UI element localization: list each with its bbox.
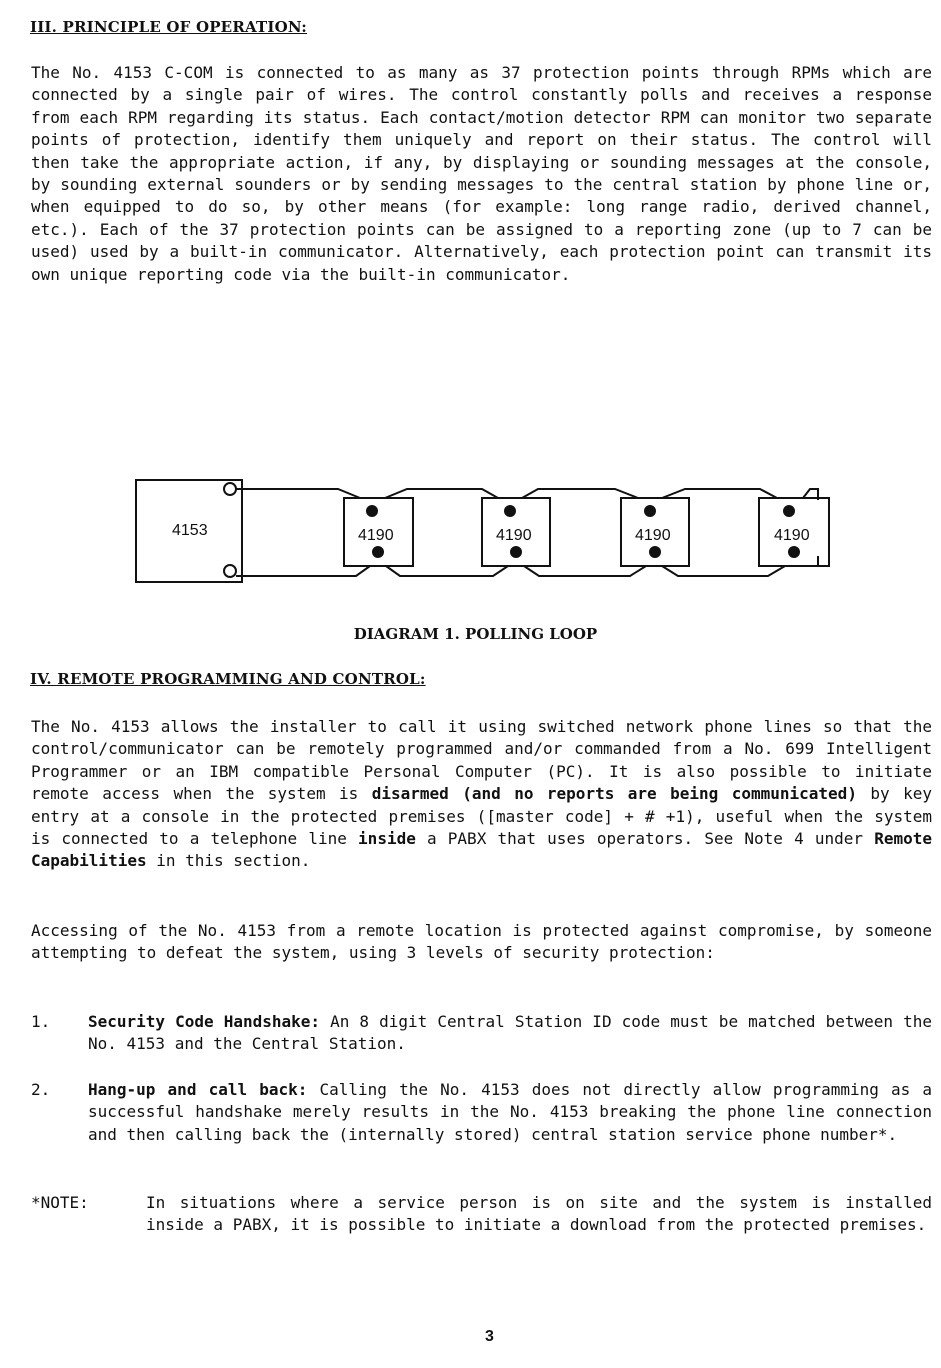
p1-text-c: by key entry at a console in the protected premises ([master code] + # +1), useful when the system is connected to a telephone line [31,784,932,849]
list-item-title: Security Code Handshake: [88,1012,321,1031]
section-3-paragraph: The No. 4153 C-COM is connected to as many as 37 protection points through RPMs which are connected by a single pair of wires. The control constantly polls and receives a response from each RPM regarding its status. Each contact/motion detector RPM can monitor two separate points of protection, identify them uniquely and report on their status. The control will then take the appropriate action, if any, by displaying or sounding messages at the console, by sounding external sounders or by sending messages to the central station by phone line or, when equipped to do so, by other means (for example: long range radio, derived channel, etc.). Each of the 37 protection points can be assigned to a reporting zone (up to 7 can be used) used by a built-in communicator. Alternatively, each protection point can transmit its own unique reporting code via the built-in communicator. [31,63,932,284]
rpm-label-2: 4190 [496,527,532,544]
p1-bold-disarmed: disarmed (and no reports are being communicated) [371,784,857,804]
rpm-4-bottom-terminal [788,546,800,558]
p1-bold-inside: inside [358,829,416,849]
p1-text-a: The No. 4153 allows the installer to call it using switched network phone lines so that the control/communicator can be remotely programmed and/or commanded from a No. 699 Intelligent Programmer or an IBM compatible Personal Computer (PC). It is also possible to initiate remote access when the system is [31,717,932,804]
section-3-heading: III. PRINCIPLE OF OPERATION: [30,18,307,36]
rpm-3-bottom-terminal [649,546,661,558]
note-label: *NOTE: [31,1193,89,1212]
top-terminal [224,483,236,495]
p1-text-e: a PABX that uses operators. See Note 4 under [415,829,875,849]
polling-loop-diagram [0,470,941,600]
rpm-label-1: 4190 [358,527,394,544]
section-4-paragraph-1 [31,716,932,873]
rpm-4-top-terminal [783,505,795,517]
rpm-2-bottom-terminal [510,546,522,558]
note-text: In situations where a service person is on site and the system is installed inside a PABX, it is possible to initiate a download from the protected premises. [146,1193,932,1235]
list-item-title: Hang-up and call back: [88,1080,308,1099]
control-label: 4153 [172,522,208,539]
rpm-1-bottom-terminal [372,546,384,558]
section-4-paragraph-2: Accessing of the No. 4153 from a remote location is protected against compromise, by someone attempting to defeat the system, using 3 levels of security protection: [31,921,932,963]
bottom-terminal [224,565,236,577]
list-item [31,1011,932,1057]
list-item-number: 1. [31,1012,51,1031]
list-item-text: An 8 digit Central Station ID code must be matched between the No. 4153 and the Central Station. [88,1012,933,1054]
section-4-heading: IV. REMOTE PROGRAMMING AND CONTROL: [30,670,426,688]
note [31,1192,932,1262]
list-item-number: 2. [31,1080,51,1099]
page-number: 3 [485,1328,494,1345]
p1-text-g: in this section. [146,851,311,871]
rpm-3-top-terminal [644,505,656,517]
rpm-label-3: 4190 [635,527,671,544]
list-item [31,1079,932,1171]
rpm-1-top-terminal [366,505,378,517]
rpm-2-top-terminal [504,505,516,517]
p1-bold-remote-capabilities: Remote Capabilities [31,829,933,871]
diagram-caption: DIAGRAM 1. POLLING LOOP [353,625,598,643]
rpm-label-4: 4190 [774,527,810,544]
list-item-text: Calling the No. 4153 does not directly allow programming as a successful handshake merely results in the No. 4153 breaking the phone line connection and then calling back the (internally stored) central station service phone number*. [88,1080,933,1144]
